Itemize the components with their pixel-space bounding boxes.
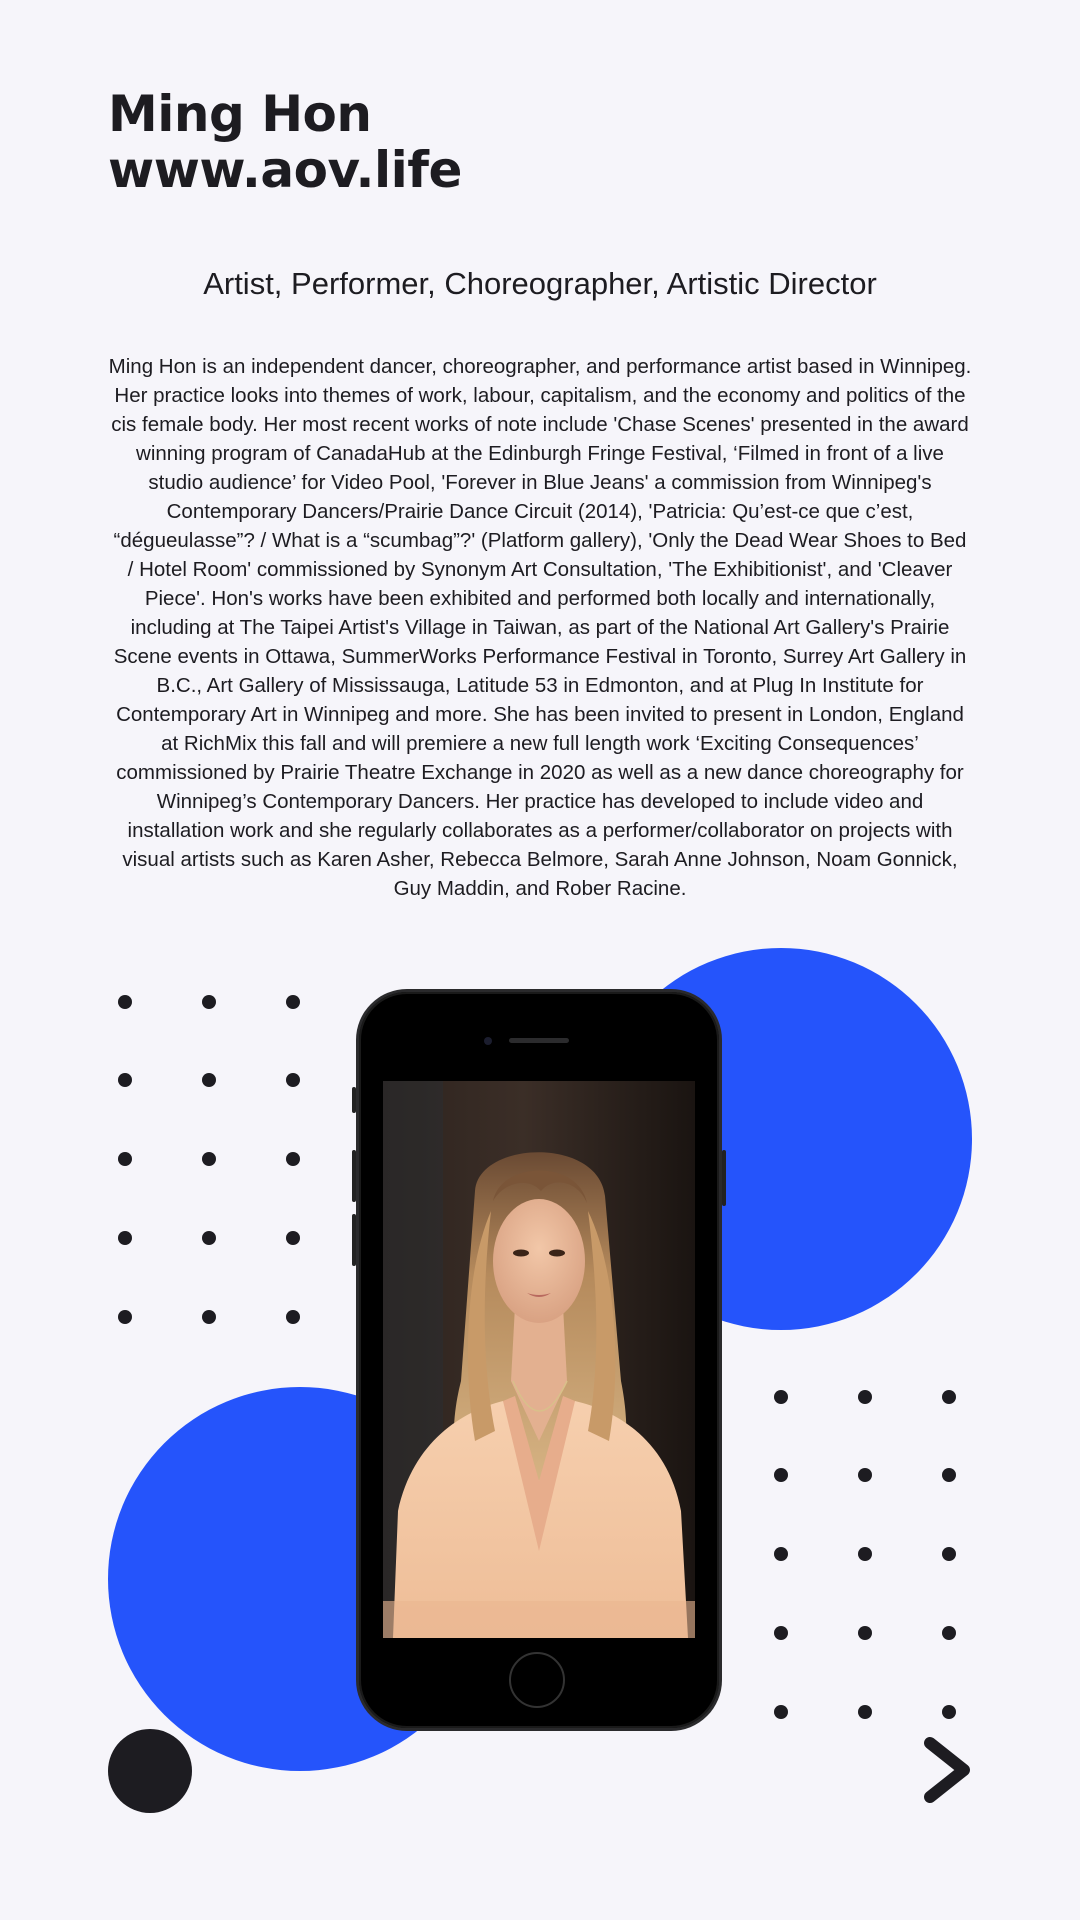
artist-name: Ming Hon [108,85,372,143]
phone-mute-switch [352,1087,356,1113]
portrait-illustration [383,1081,695,1638]
header [108,86,462,198]
phone-volume-up [352,1150,356,1202]
phone-home-button [509,1652,565,1708]
decorative-dark-circle [108,1729,192,1813]
dot-grid-left [118,995,318,1335]
phone-camera [484,1037,492,1045]
artist-roles: Artist, Performer, Choreographer, Artistic Director [203,266,877,301]
chevron-right-icon[interactable] [920,1735,980,1805]
phone-mockup [359,992,719,1728]
phone-speaker [509,1038,569,1043]
dot-grid-right [774,1390,974,1730]
portrait-photo [383,1081,695,1638]
phone-power-button [722,1150,726,1206]
artist-bio: Ming Hon is an independent dancer, choreographer, and performance artist based in Winnipeg. Her practice looks into themes of work, labour, capitalism, and the economy and politics of the cis female body. Her most recent works of note include 'Chase Scenes' presented in the award winning program of CanadaHub at the Edinburgh Fringe Festival, ‘Filmed in front of a live studio audience’ for Video Pool, 'Forever in Blue Jeans' a commission from Winnipeg's Contemporary Dancers/Prairie Dance Circuit (2014), 'Patricia: Qu’est-ce que c’est, “dégueulasse”? / What is a “scumbag”?' (Platform gallery), 'Only the Dead Wear Shoes to Bed / Hotel Room' commissioned by Synonym Art Consultation, 'The Exhibitionist', and 'Cleaver Piece'. Hon's works have been exhibited and performed both locally and internationally, including at The Taipei Artist's Village in Taiwan, as part of the National Art Gallery's Prairie Scene events in Ottawa, SummerWorks Performance Festival in Toronto, Surrey Art Gallery in B.C., Art Gallery of Mississauga, Latitude 53 in Edmonton, and at Plug In Institute for Contemporary Art in Winnipeg and more. She has been invited to present in London, England at RichMix this fall and will premiere a new full length work ‘Exciting Consequences’ commissioned by Prairie Theatre Exchange in 2020 as well as a new dance choreography for Winnipeg’s Contemporary Dancers. Her practice has developed to include video and installation work and she regularly collaborates as a performer/collaborator on projects with visual artists such as Karen Asher, Rebecca Belmore, Sarah Anne Johnson, Noam Gonnick, Guy Maddin, and Rober Racine. [108,355,972,900]
phone-volume-down [352,1214,356,1266]
website-link[interactable]: www.aov.life [108,141,462,199]
